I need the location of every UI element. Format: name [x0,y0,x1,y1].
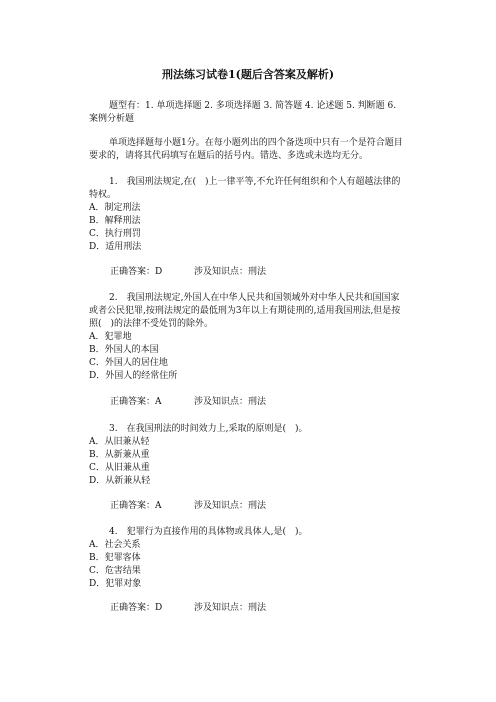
option-d: D．外国人的经常住所 [89,371,178,381]
knowledge-point: 涉及知识点：刑法 [194,501,267,511]
knowledge-point: 涉及知识点：刑法 [194,397,267,407]
option-b: B．犯罪客体 [89,553,141,563]
section-description: 单项选择题每小题1分。在每小题列出的四个备选项中只有一个是符合题目要求的，请将其代码填写在题后的括号内。错选、多选或未选均无分。 [89,138,403,161]
correct-answer: 正确答案：A [110,397,162,407]
option-a: A．制定刑法 [89,203,141,213]
option-a: A．犯罪地 [89,332,132,342]
knowledge-point: 涉及知识点：刑法 [194,267,267,277]
option-a: A．从旧兼从轻 [89,437,150,447]
question-3 [89,423,407,488]
question-stem: 2. 我国刑法规定,外国人在中华人民共和国领域外对中华人民共和国国家或者公民犯罪,按刑法规定的最低刑为3年以上有期徒刑的,适用我国刑法,但是按照( )的法律不受处罚的除外。 [89,293,401,329]
answer-line-3 [110,500,410,513]
option-d: D．犯罪对象 [89,579,142,589]
option-c: C．危害结果 [89,566,141,576]
option-c: C．执行刑罚 [89,229,141,239]
question-1 [89,176,407,254]
question-4 [89,526,407,591]
correct-answer: 正确答案：A [110,501,162,511]
question-2 [89,292,407,383]
option-d: D．适用刑法 [89,242,142,252]
question-types-intro: 题型有：1. 单项选择题 2. 多项选择题 3. 简答题 4. 论述题 5. 判断题 6. 案例分析题 [89,101,397,124]
question-stem: 1. 我国刑法规定,在( )上一律平等,不允许任何组织和个人有超越法律的特权。 [89,177,401,200]
option-b: B．解释刑法 [89,216,141,226]
knowledge-point: 涉及知识点：刑法 [194,603,267,613]
option-d: D．从新兼从轻 [89,476,151,486]
correct-answer: 正确答案：D [110,267,163,277]
answer-line-1 [110,266,410,279]
answer-line-4 [110,602,410,615]
answer-line-2 [110,396,410,409]
option-b: B．从新兼从重 [89,450,150,460]
option-c: C．外国人的居住地 [89,358,168,368]
option-b: B．外国人的本国 [89,345,159,355]
option-a: A．社会关系 [89,540,141,550]
option-c: C．从旧兼从重 [89,463,150,473]
question-stem: 3. 在我国刑法的时间效力上,采取的原则是( )。 [109,424,308,434]
document-title: 刑法练习试卷1(题后含答案及解析) [161,68,335,81]
correct-answer: 正确答案：D [110,603,163,613]
question-stem: 4. 犯罪行为直接作用的具体物或具体人,是( )。 [109,527,308,537]
